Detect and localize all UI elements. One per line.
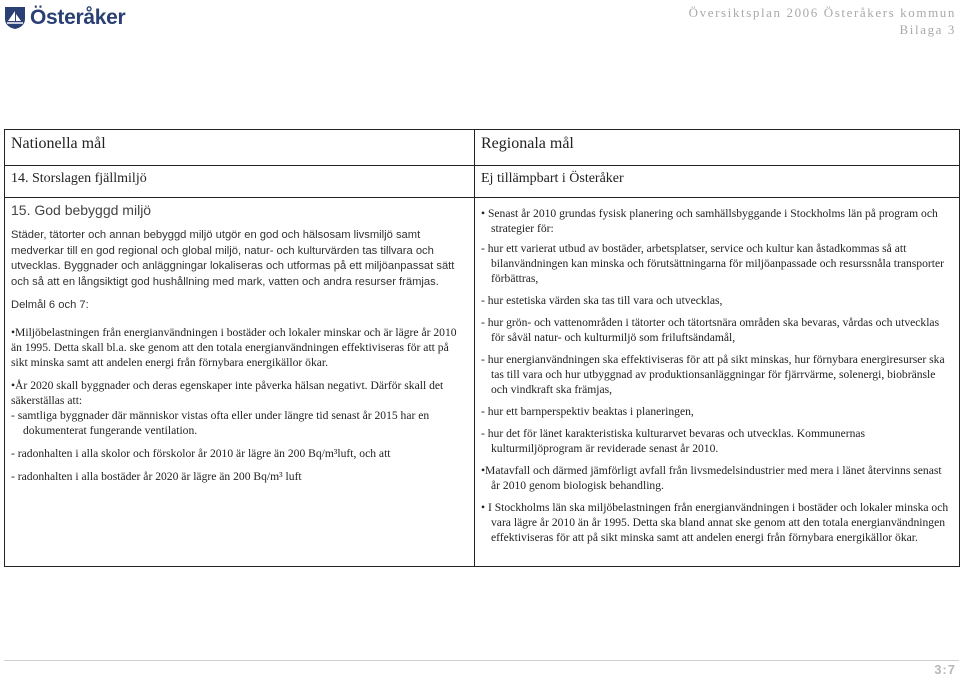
goal-15-national-cell (5, 198, 475, 567)
regional-item: - hur energianvändningen ska effektiviseras för att på sikt minskas, hur förnybara energiresurser ska tas till vara och hur utbyggnad av produktionsanläggningar för fjärrvärme, solenergi, biobränsle och vindkraft ska främjas, (481, 353, 945, 396)
national-paragraph: •År 2020 skall byggnader och deras egenskaper inte påverka hälsan negativt. Därför skall det säkerställas att: (11, 379, 444, 407)
national-paragraph: •Miljöbelastningen från energianvändningen i bostäder och lokaler minskar och är lägre år 2010 än 1995. Detta skall bl.a. ske genom att den totala energianvändningen effektiviseras för att på sikt minska samt att andelen energi från förnybara energikällor ökar. (11, 326, 457, 369)
regional-item: - hur grön- och vattenområden i tätorter och tätortsnära områden ska bevaras, vårdas och utvecklas för såväl natur- och kulturmiljö som friluftsändamål, (481, 316, 940, 344)
regional-item: •Matavfall och därmed jämförligt avfall från livsmedelsindustrier med mera i länet återvinns senast år 2010 genom biologisk behandling. (481, 464, 942, 492)
goal-15-regional-cell (475, 198, 960, 567)
logo-text: Österåker (30, 6, 126, 29)
regional-item: - hur ett varierat utbud av bostäder, arbetsplatser, service och kultur kan åstadkommas så att bilanvändningen kan minska och förutsättningarna för miljöanpassade och resurssnåla transporter förbättras, (481, 242, 944, 285)
regional-item: - hur ett barnperspektiv beaktas i planeringen, (481, 405, 694, 418)
regional-goals-heading: Regionala mål (475, 130, 960, 166)
page-number: 3:7 (934, 662, 956, 677)
goal-15-title: 15. God bebyggd miljö (11, 202, 152, 218)
national-goals-heading: Nationella mål (5, 130, 475, 166)
goal-15-description: Städer, tätorter och annan bebyggd miljö utgör en god och hälsosam livsmiljö samt medverkar till en god regional och global miljö, natur- och kulturvärden tas tillvara och utvecklas. Byggnader och anläggningar lokaliseras och utformas på ett miljöanpassat sätt och så att en långsiktigt god hushållning med mark, vatten och andra resurser främjas. (11, 229, 455, 288)
goal-15-row (5, 198, 960, 567)
goal-14-title: 14. Storslagen fjällmiljö (5, 166, 475, 198)
goal-14-row (5, 166, 960, 198)
national-paragraph: - radonhalten i alla bostäder år 2020 är lägre än 200 Bq/m³ luft (11, 470, 302, 483)
goals-table (4, 129, 960, 567)
table-header-row (5, 130, 960, 166)
regional-item: • I Stockholms län ska miljöbelastningen från energianvändningen i bostäder och lokaler minska och vara lägre år 2010 än år 1995. Detta ska bland annat ske genom att den totala energianvändningen effektiviseras för att på sikt minska samt att andelen energi från förnybara energikällor ökar. (481, 501, 949, 544)
osteraker-logo (4, 6, 125, 30)
document-header (689, 4, 956, 38)
regional-item: - hur det för länet karakteristiska kulturarvet bevaras och utvecklas. Kommunernas kulturmiljöprogram är reviderade senast år 2010. (481, 427, 866, 455)
document-title: Översiktsplan 2006 Österåkers kommun (688, 5, 956, 20)
municipality-shield-icon (4, 6, 26, 30)
regional-item: - hur estetiska värden ska tas till vara och utvecklas, (481, 294, 723, 307)
national-paragraph: - samtliga byggnader där människor vistas ofta eller under längre tid senast år 2015 har en dokumenterat fungerande ventilation. (11, 409, 430, 437)
delmal-label: Delmål 6 och 7: (11, 299, 89, 311)
footer-divider (4, 660, 959, 661)
appendix-label: Bilaga 3 (899, 22, 956, 37)
goal-14-regional: Ej tillämpbart i Österåker (475, 166, 960, 198)
regional-item: • Senast år 2010 grundas fysisk planering och samhällsbyggande i Stockholms län på program och strategier för: (481, 207, 938, 235)
national-paragraph: - radonhalten i alla skolor och förskolor år 2010 är lägre än 200 Bq/m³luft, och att (11, 447, 391, 460)
